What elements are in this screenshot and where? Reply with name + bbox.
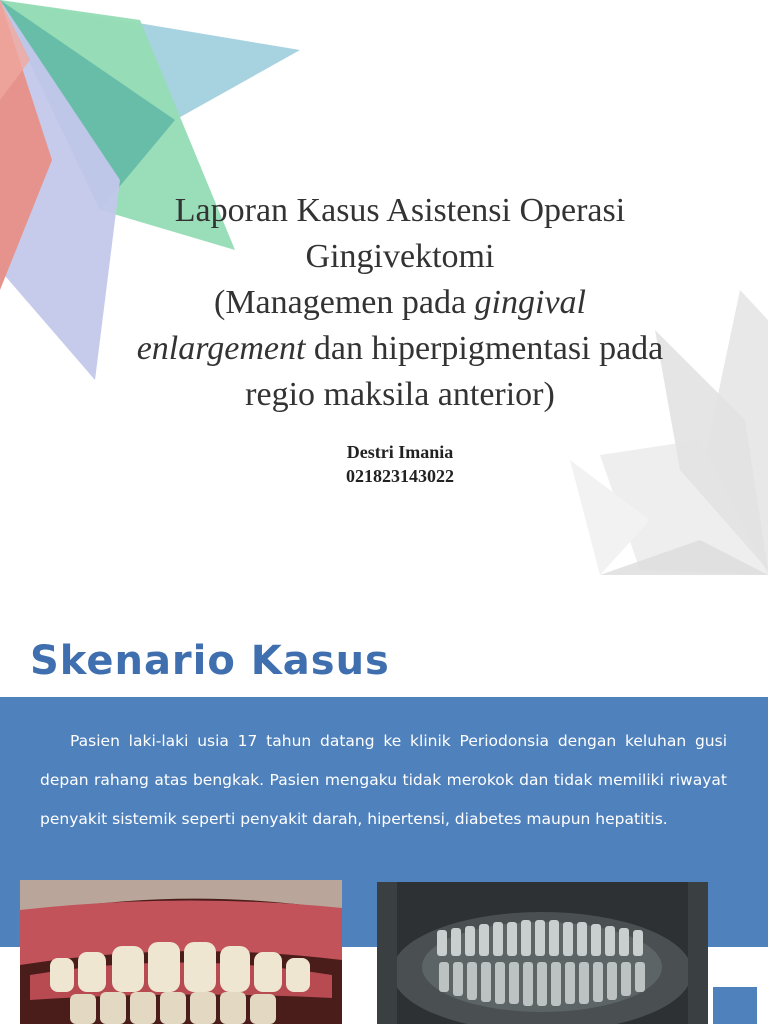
title-line-1: Laporan Kasus Asistensi Operasi	[174, 192, 626, 229]
scenario-paragraph: Pasien laki-laki usia 17 tahun datang ke klinik Periodonsia dengan keluhan gusi depan rahang atas bengkak. Pasien mengaku tidak merokok dan tidak memiliki riwayat penyakit sistemik seperti penyakit darah, hipertensi, diabetes maupun hepatitis.	[40, 732, 727, 828]
corner-accent	[713, 987, 757, 1024]
scenario-slide	[0, 616, 768, 1024]
title-line-2: Gingivektomi	[305, 238, 495, 275]
title-line-3: (Managemen pada gingival	[214, 284, 586, 321]
author-id: 021823143022	[346, 466, 454, 486]
slide-title	[60, 188, 740, 418]
title-line-5: regio maksila anterior)	[245, 376, 555, 413]
panoramic-xray	[377, 882, 708, 1024]
author-block	[0, 440, 768, 488]
slide-divider	[0, 602, 768, 616]
title-line-4: enlargement dan hiperpigmentasi pada	[136, 330, 664, 367]
scenario-heading: Skenario Kasus	[30, 638, 390, 684]
author-name: Destri Imania	[346, 442, 454, 462]
intraoral-photo	[20, 880, 342, 1024]
